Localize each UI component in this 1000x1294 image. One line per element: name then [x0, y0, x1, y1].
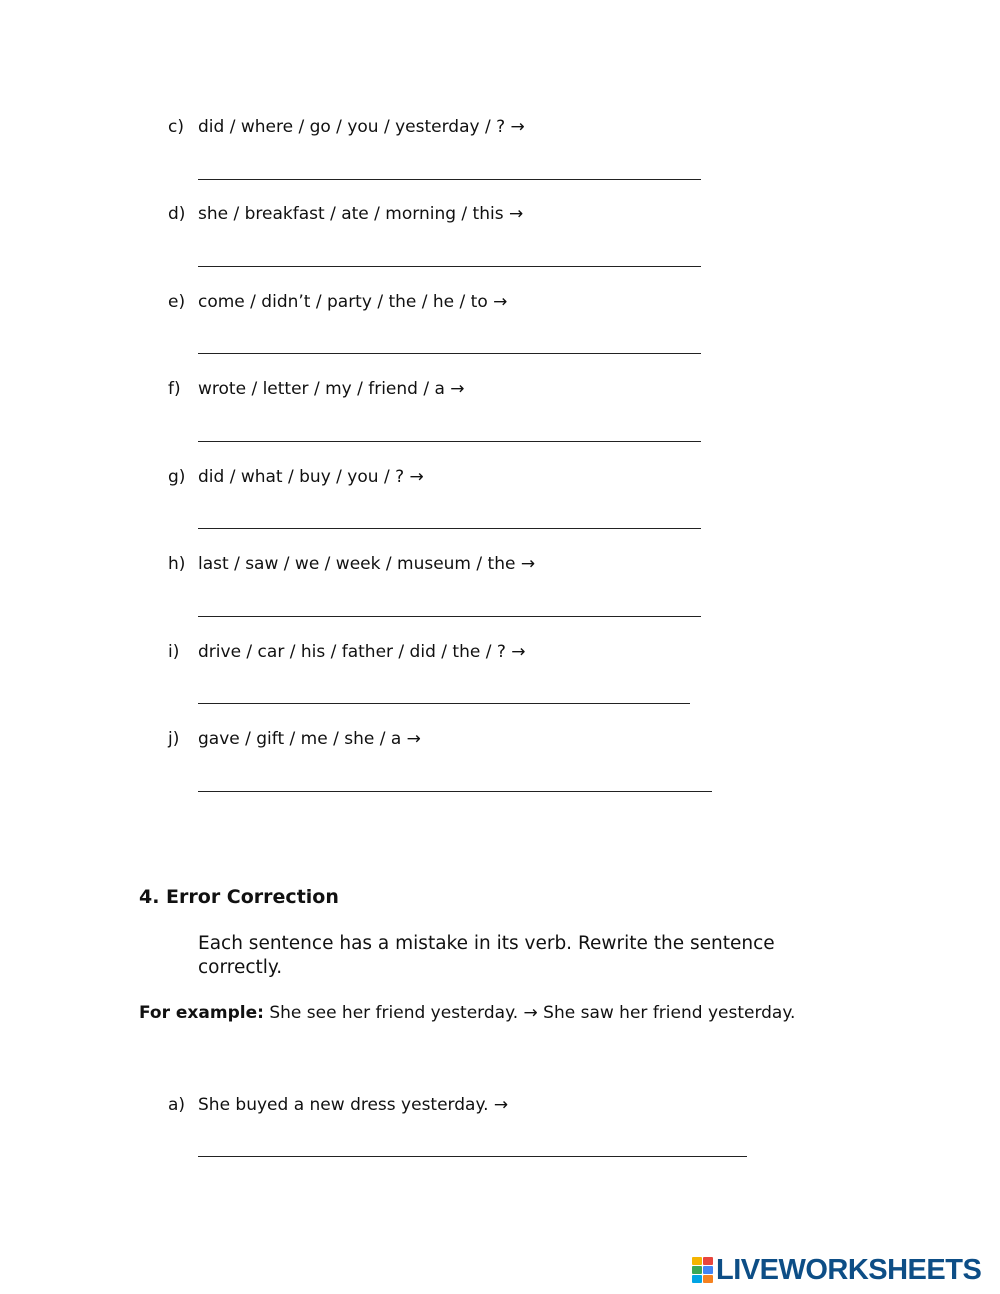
liveworksheets-logo: [692, 1254, 981, 1286]
answer-line[interactable]: [198, 266, 701, 267]
logo-mark-square: [692, 1266, 702, 1274]
answer-line[interactable]: [198, 616, 701, 617]
logo-mark-square: [692, 1257, 702, 1265]
item-prompt: did / where / go / you / yesterday / ? →: [198, 117, 525, 137]
item-label: i): [168, 642, 180, 662]
item-prompt: wrote / letter / my / friend / a →: [198, 379, 465, 399]
example-text: She see her friend yesterday. → She saw her friend yesterday.: [263, 1003, 796, 1023]
item-prompt: did / what / buy / you / ? →: [198, 467, 424, 487]
item-label: c): [168, 117, 184, 137]
logo-text: LIVEWORKSHEETS: [716, 1254, 982, 1286]
logo-mark-icon: [692, 1257, 712, 1283]
item-label: d): [168, 204, 186, 224]
logo-mark-square: [703, 1275, 713, 1283]
item-prompt: last / saw / we / week / museum / the →: [198, 554, 536, 574]
logo-mark-square: [692, 1275, 702, 1283]
answer-line[interactable]: [198, 179, 701, 180]
example-label: For example:: [139, 1003, 264, 1023]
logo-mark-square: [703, 1266, 713, 1274]
answer-line[interactable]: [198, 791, 712, 792]
item-label: h): [168, 554, 186, 574]
item-label: j): [168, 729, 180, 749]
example-sentence: [139, 1003, 795, 1023]
answer-line[interactable]: [198, 1156, 747, 1157]
item-prompt: she / breakfast / ate / morning / this →: [198, 204, 524, 224]
item-label: g): [168, 467, 186, 487]
item-label: a): [168, 1095, 186, 1115]
answer-line[interactable]: [198, 353, 701, 354]
logo-mark-square: [703, 1257, 713, 1265]
section-instruction: Each sentence has a mistake in its verb. Rewrite the sentence correctly.: [198, 933, 775, 978]
item-prompt: gave / gift / me / she / a →: [198, 729, 421, 749]
answer-line[interactable]: [198, 441, 701, 442]
answer-line[interactable]: [198, 703, 690, 704]
item-label: f): [168, 379, 181, 399]
item-prompt: She buyed a new dress yesterday. →: [198, 1095, 509, 1115]
item-prompt: come / didn’t / party / the / he / to →: [198, 292, 508, 312]
section-title: 4. Error Correction: [139, 886, 339, 908]
item-label: e): [168, 292, 186, 312]
item-prompt: drive / car / his / father / did / the / ? →: [198, 642, 526, 662]
answer-line[interactable]: [198, 528, 701, 529]
